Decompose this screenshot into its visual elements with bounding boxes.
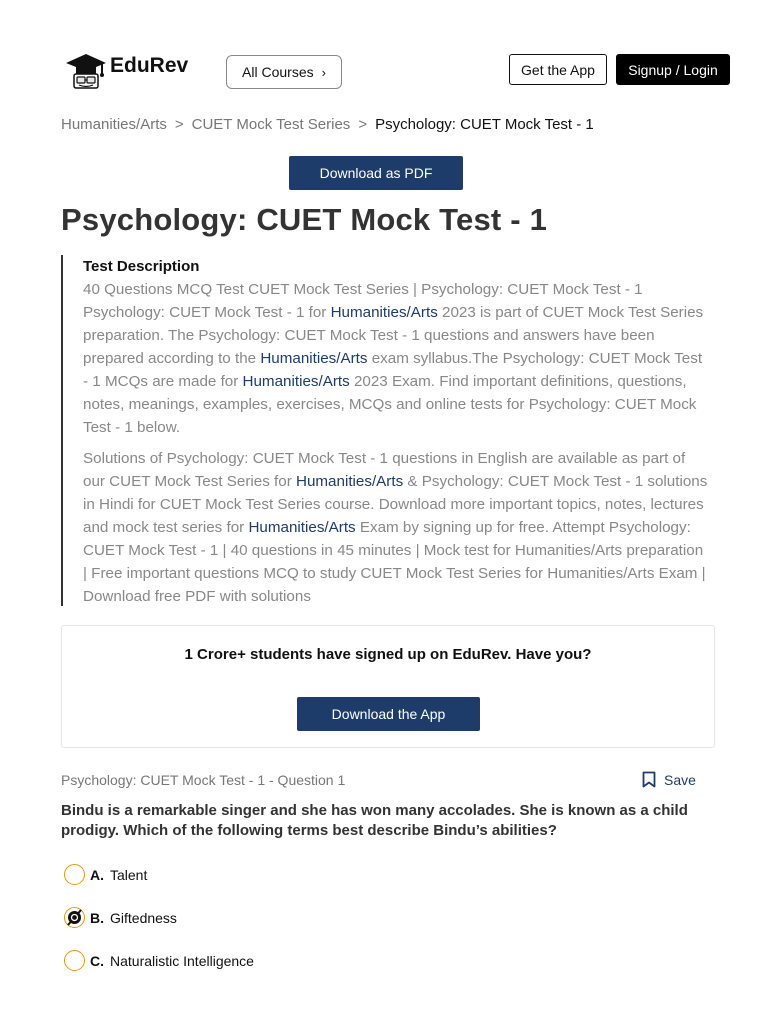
humanities-link[interactable]: Humanities/Arts <box>260 350 368 367</box>
breadcrumb-item-current: Psychology: CUET Mock Test - 1 <box>375 116 594 133</box>
selected-answer-mark-icon <box>63 906 86 929</box>
breadcrumb-item-humanities[interactable]: Humanities/Arts <box>61 116 167 133</box>
option-letter: B. <box>90 909 104 926</box>
site-header <box>0 0 768 110</box>
breadcrumb-item-test-series[interactable]: CUET Mock Test Series <box>191 116 351 133</box>
humanities-link[interactable]: Humanities/Arts <box>330 304 438 321</box>
radio-button[interactable] <box>64 864 85 885</box>
graduation-cap-logo-icon <box>64 50 108 90</box>
question-meta: Psychology: CUET Mock Test - 1 - Question 1 <box>61 772 346 788</box>
option-letter: C. <box>90 952 104 969</box>
test-description-title: Test Description <box>83 258 200 275</box>
signup-prompt-card <box>61 625 715 748</box>
option-b[interactable] <box>64 907 177 928</box>
radio-button-selected[interactable] <box>64 907 85 928</box>
desc-text: Exam by signing up for free. Attempt Psychology: CUET Mock Test - 1 | 40 questions in 45 minutes | Mock test for Humanities/Arts preparation | Free important questions MCQ to study CUET Mock Test Series for Humanities/Arts Exam | Download free PDF with solutions <box>83 519 706 605</box>
download-pdf-button[interactable]: Download as PDF <box>289 156 463 190</box>
desc-text: & Psychology: CUET Mock Test - 1 solutions in Hindi for CUET Mock Test Series course. Download more important topics, notes, lectures and mock test series for <box>83 473 708 536</box>
all-courses-button[interactable] <box>226 55 342 89</box>
get-the-app-button[interactable]: Get the App <box>509 54 607 85</box>
signup-login-button[interactable]: Signup / Login <box>616 54 730 85</box>
download-app-button[interactable]: Download the App <box>297 697 480 731</box>
option-text: Giftedness <box>110 909 177 926</box>
humanities-link[interactable]: Humanities/Arts <box>295 473 404 490</box>
option-letter: A. <box>90 866 104 883</box>
test-description <box>61 255 711 606</box>
desc-text: exam syllabus.The Psychology: CUET Mock Test - 1 MCQs are made for <box>83 350 703 390</box>
option-text: Naturalistic Intelligence <box>110 952 254 969</box>
desc-text: 2023 Exam. Find important definitions, questions, notes, meanings, examples, exercises, MCQs and online tests for Psychology: CUET Mock Test - 1 below. <box>83 373 697 436</box>
chevron-right-icon: › <box>321 64 326 80</box>
breadcrumb-separator: > <box>358 116 368 133</box>
signup-prompt-text: 1 Crore+ students have signed up on EduRev. Have you? <box>184 646 592 663</box>
humanities-link[interactable]: Humanities/Arts <box>248 519 356 536</box>
save-label: Save <box>664 771 696 788</box>
all-courses-label: All Courses <box>242 64 314 80</box>
bookmark-icon <box>642 771 656 788</box>
edurev-logo[interactable] <box>64 50 188 90</box>
option-c[interactable] <box>64 950 254 971</box>
save-button[interactable] <box>642 771 696 788</box>
description-paragraph-1 <box>83 278 711 439</box>
desc-text: Solutions of Psychology: CUET Mock Test - 1 questions in English are available as part of our CUET Mock Test Series for <box>83 450 686 490</box>
page-title: Psychology: CUET Mock Test - 1 <box>61 202 548 237</box>
radio-button[interactable] <box>64 950 85 971</box>
description-paragraph-2 <box>83 447 711 608</box>
desc-text: 40 Questions MCQ Test CUET Mock Test Series | Psychology: CUET Mock Test - 1 Psychology: CUET Mock Test - 1 for <box>83 281 643 321</box>
logo-text: EduRev <box>110 54 189 77</box>
option-text: Talent <box>110 866 148 883</box>
option-a[interactable] <box>64 864 147 885</box>
breadcrumb <box>61 116 594 133</box>
question-text: Bindu is a remarkable singer and she has won many accolades. She is known as a child prodigy. Which of the following terms best describe Bindu’s abilities? <box>61 802 688 839</box>
breadcrumb-separator: > <box>174 116 184 133</box>
humanities-link[interactable]: Humanities/Arts <box>242 373 350 390</box>
desc-text: 2023 is part of CUET Mock Test Series preparation. The Psychology: CUET Mock Test - 1 questions and answers have been prepared according to the <box>83 304 704 367</box>
